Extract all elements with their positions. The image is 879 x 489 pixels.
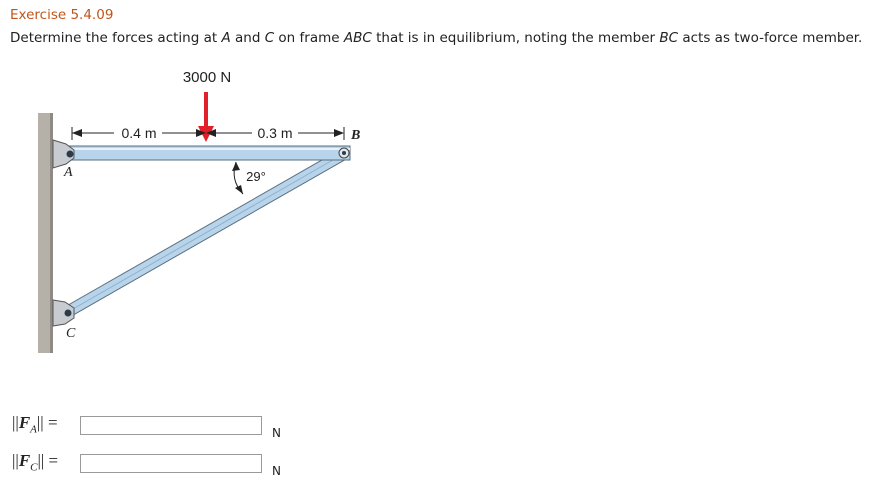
statement-text: that is in equilibrium, noting the member (371, 30, 660, 46)
statement-text: on frame (274, 30, 344, 46)
label-point-a: A (64, 165, 73, 180)
angle-label: 29° (246, 169, 266, 184)
statement-frame-abc: ABC (343, 30, 372, 46)
pin-c (65, 310, 72, 317)
force-c-input[interactable] (80, 454, 262, 473)
force-subscript: A (30, 423, 37, 436)
force-a-input[interactable] (80, 416, 262, 435)
exercise-title: Exercise 5.4.09 (10, 7, 114, 23)
statement-point-a: A (221, 30, 231, 46)
label-point-c: C (66, 326, 76, 341)
norm-close: || = (36, 413, 58, 432)
norm-open: || (12, 413, 19, 432)
force-a-label (12, 413, 58, 435)
force-subscript: C (30, 461, 38, 474)
statement-text: and (230, 30, 265, 46)
load-label: 3000 N (182, 69, 232, 86)
dimension-left: 0.4 m (121, 125, 157, 141)
label-point-b: B (351, 128, 361, 143)
statement-point-c: C (264, 30, 275, 46)
norm-close: || = (37, 451, 59, 470)
statement-member-bc: BC (659, 30, 679, 46)
force-symbol: F (18, 413, 31, 432)
statement-text: acts as two-force member. (678, 30, 863, 46)
force-c-label (12, 451, 58, 473)
norm-open: || (12, 451, 19, 470)
force-symbol: F (18, 451, 31, 470)
statement-text: Determine the forces acting at (10, 30, 222, 46)
force-a-unit: N (272, 426, 281, 440)
dimension-right: 0.3 m (257, 125, 293, 141)
force-c-unit: N (272, 464, 281, 478)
pin-a (67, 151, 74, 158)
